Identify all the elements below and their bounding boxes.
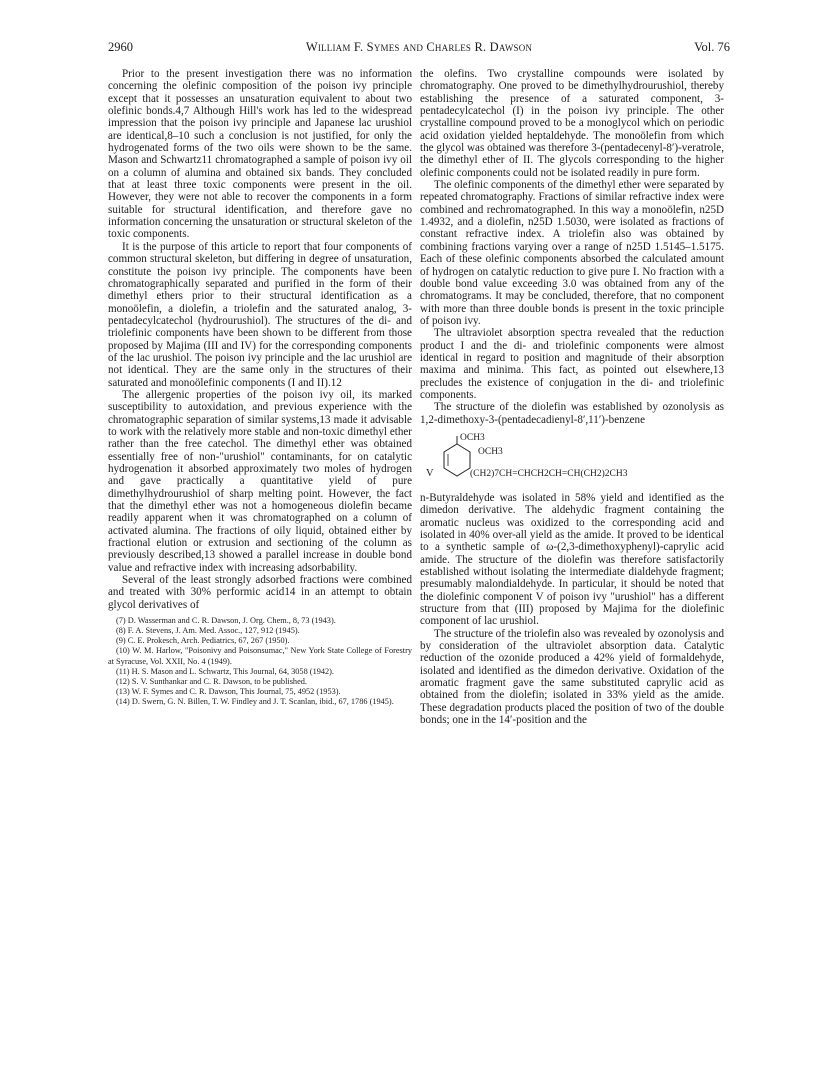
paragraph: The structure of the triolefin also was revealed by ozonolysis and by consideration of the ultraviolet absorption data. Catalytic reduction of the ozonide produced a 42% yield of formaldehyde, isolated and identified as the dimedon derivative. Oxidation of the aromatic fragment gave the same substituted caprylic acid as obtained from the diolefin; isolated in 33% yield as the amide. These degradation products placed the position of two of the double bonds; one in the 14′-position and the: [420, 627, 724, 727]
structure-label: V: [426, 467, 434, 479]
footnote: (13) W. F. Symes and C. R. Dawson, This Journal, 75, 4952 (1953).: [116, 686, 341, 696]
footnote: (11) H. S. Mason and L. Schwartz, This Journal, 64, 3058 (1942).: [116, 666, 334, 676]
page-header: [108, 40, 730, 58]
footnote: (8) F. A. Stevens, J. Am. Med. Assoc., 127, 912 (1945).: [116, 626, 300, 636]
footnote: (14) D. Swern, G. N. Billen, T. W. Findley and J. T. Scanlan, ibid., 67, 1786 (1945).: [116, 696, 394, 706]
paragraph: The olefinic components of the dimethyl ether were separated by repeated chromatography. Fractions of similar refractive index were combined and rechromatographed. In this way a monoölefin, n25D 1.4932, and a diolefin, n25D 1.5030, were isolated as fractions of constant refractive index. A triolefin also was obtained by combining fractions varying over a range of n25D 1.5145–1.5175. Each of these olefinic components absorbed the calculated amount of hydrogen on catalytic reduction to give pure I. No fraction with a double bond value exceeding 3.0 was obtained from any of the chromatograms. It may be concluded, therefore, that no component with more than three double bonds is present in the toxic principle of poison ivy.: [420, 179, 724, 327]
paragraph: Prior to the present investigation there was no information concerning the olefinic composition of the poison ivy principle except that it possesses an unsaturation equivalent to about two olefinic bonds.4,7 Although Hill's work has led to the widespread impression that the poison ivy principle and Japanese lac urushiol are identical,8–10 such a conclusion is not justified, for only the hydrogenated forms of the two oils were shown to be the same. Mason and Schwartz11 chromatographed a sample of poison ivy oil on a column of alumina and obtained six bands. They concluded that at least three toxic components were present in the oil. However, they were not able to recover the components in a form suitable for structural identification, and therefore gave no information concerning the unsaturation or structural skeleton of the toxic components.: [108, 68, 412, 241]
paragraph: Several of the least strongly adsorbed fractions were combined and treated with 30% performic acid14 in an attempt to obtain glycol derivatives of: [108, 574, 412, 611]
paragraph: the olefins. Two crystalline compounds were isolated by chromatography. One proved to be dimethylhydrourushiol, thereby establishing the presence of a saturated component, 3-pentadecylcatechol (I) in the poison ivy principle. The other crystalline compound proved to be a monoglycol which on periodic acid oxidation yielded heptaldehyde. The monoölefin from which the glycol was obtained was therefore 3-(pentadecenyl-8′)-veratrole, the dimethyl ether of II. The glycols corresponding to the higher olefinic components could not be isolated readily in pure form.: [420, 68, 724, 179]
paragraph: n-Butyraldehyde was isolated in 58% yield and identified as the dimedon derivative. The aldehydic fragment containing the aromatic nucleus was oxidized to the corresponding acid and isolated in 40% over-all yield as the amide. It proved to be identical to a synthetic sample of ω-(2,3-dimethoxyphenyl)-caprylic acid amide. The structure of the diolefin was therefore satisfactorily established without isolating the intermediate dialdehyde fragment; presumably malondialdehyde. In particular, it should be noted that the diolefinic component V of poison ivy "urushiol" has a different structure from that (III) proposed by Majima for the diolefinic component of lac urushiol.: [420, 491, 724, 628]
footnotes: [108, 616, 412, 707]
side-chain-formula: (CH2)7CH=CHCH2CH=CH(CH2)2CH3: [470, 468, 628, 479]
chemical-structure-v: [420, 432, 724, 488]
methoxy-group-side: OCH3: [478, 446, 503, 457]
paragraph: The ultraviolet absorption spectra revealed that the reduction product I and the di- and triolefinic components were almost identical in regard to position and magnitude of their absorption maxima and minima. This fact, as pointed out elsewhere,13 precludes the existence of conjugation in the di- and triolefinic components.: [420, 327, 724, 401]
running-title-authors: William F. Symes and Charles R. Dawson: [305, 40, 533, 54]
methoxy-group-top: OCH3: [460, 432, 485, 443]
paragraph: It is the purpose of this article to report that four components of common structural skeleton, but differing in degree of unsaturation, constitute the poison ivy principle. The components have been chromatographically separated and purified in the form of their dimethyl ethers prior to their structural identification as a monoölefin, a diolefin, a triolefin and the saturated analog, 3-pentadecylcatechol (hydrourushiol). The structures of the di- and triolefinic components have been shown to be different from those proposed by Majima (III and IV) for the corresponding components of the lac urushiol. The poison ivy principle and the lac urushiol are not identical. They are the same only in the structures of their saturated and monoölefinic components (I and II).12: [108, 240, 412, 389]
page-number: 2960: [108, 40, 133, 54]
footnote: (9) C. E. Prokesch, Arch. Pediatrics, 67, 267 (1950).: [116, 636, 290, 646]
footnote: (10) W. M. Harlow, "Poisonivy and Poisonsumac," New York State College of Forestry at Syracuse, Vol. XXII, No. 4 (1949).: [108, 646, 412, 666]
left-column: [108, 68, 412, 707]
paragraph: The structure of the diolefin was established by ozonolysis as 1,2-dimethoxy-3-(pentadecadienyl-8′,11′)-benzene: [420, 401, 724, 426]
paragraph: The allergenic properties of the poison ivy oil, its marked susceptibility to autoxidation, and previous experience with the chromatographic separation of similar systems,13 made it advisable to work with the relatively more stable and non-toxic dimethyl ether rather than the free catechol. The dimethyl ether was obtained essentially free of non-"urushiol" contaminants, for on catalytic hydrogenation it absorbed approximately two moles of hydrogen and gave practically a quantitative yield of pure dimethylhydrourushiol of sharp melting point. However, the fact that the dimethyl ether was not a homogeneous diolefin became readily apparent when it was chromatographed on a column of activated alumina. The fractions of oily liquid, obtained either by fractional elution or extrusion and sectioning of the column as previously described,13 showed a parallel increase in double bond value and refractive index with increasing adsorbability.: [108, 388, 412, 574]
footnote: (7) D. Wasserman and C. R. Dawson, J. Org. Chem., 8, 73 (1943).: [116, 616, 336, 626]
footnote: (12) S. V. Sunthankar and C. R. Dawson, to be published.: [116, 676, 307, 686]
volume-label: Vol. 76: [694, 40, 730, 54]
right-column: [420, 68, 724, 727]
